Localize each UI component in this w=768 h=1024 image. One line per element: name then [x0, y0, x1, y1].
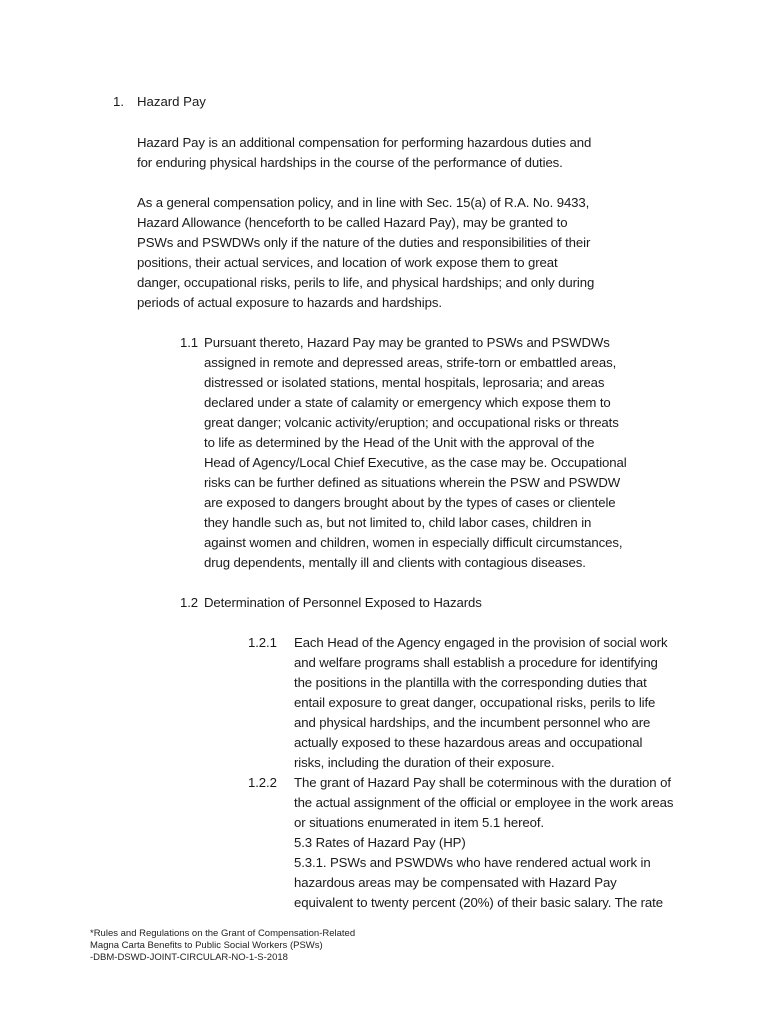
- paragraph-line: Hazard Pay is an additional compensation for performing hazardous duties and: [137, 135, 592, 150]
- item-line: and physical hardships, and the incumbent personnel who are: [294, 715, 651, 730]
- item-line: against women and children, women in especially difficult circumstances,: [204, 535, 623, 550]
- item-line: equivalent to twenty percent (20%) of their basic salary. The rate: [294, 895, 663, 910]
- paragraph-line: danger, occupational risks, perils to life, and physical hardships; and only during: [137, 275, 595, 290]
- paragraph-line: periods of actual exposure to hazards and hardships.: [137, 295, 442, 310]
- item-line: great danger; volcanic activity/eruption; and occupational risks or threats: [204, 415, 619, 430]
- footer-line: *Rules and Regulations on the Grant of Compensation-Related: [90, 928, 356, 939]
- item-line: actually exposed to these hazardous areas and occupational: [294, 735, 643, 750]
- item-line: the actual assignment of the official or employee in the work areas: [294, 795, 674, 810]
- footer-line: Magna Carta Benefits to Public Social Workers (PSWs): [90, 940, 323, 951]
- item-line: are exposed to dangers brought about by the types of cases or clientele: [204, 495, 616, 510]
- paragraph-line: for enduring physical hardships in the course of the performance of duties.: [137, 155, 563, 170]
- item-line: risks can be further defined as situations wherein the PSW and PSWDW: [204, 475, 621, 490]
- item-line: Each Head of the Agency engaged in the provision of social work: [294, 635, 668, 650]
- item-line: Head of Agency/Local Chief Executive, as the case may be. Occupational: [204, 455, 627, 470]
- item-number: 1.2: [180, 595, 199, 610]
- paragraph-line: PSWs and PSWDWs only if the nature of the duties and responsibilities of their: [137, 235, 591, 250]
- item-number: 1.2.2: [248, 775, 277, 790]
- item-line: risks, including the duration of their exposure.: [294, 755, 555, 770]
- item-line: they handle such as, but not limited to, child labor cases, children in: [204, 515, 592, 530]
- item-line: assigned in remote and depressed areas, strife-torn or embattled areas,: [204, 355, 617, 370]
- item-line: 5.3 Rates of Hazard Pay (HP): [294, 835, 466, 850]
- section-title: Hazard Pay: [137, 94, 206, 109]
- item-number: 1.1: [180, 335, 199, 350]
- item-line: distressed or isolated stations, mental hospitals, leprosaria; and areas: [204, 375, 605, 390]
- item-line: to life as determined by the Head of the Unit with the approval of the: [204, 435, 595, 450]
- item-line: or situations enumerated in item 5.1 hereof.: [294, 815, 544, 830]
- item-number: 1.2.1: [248, 635, 277, 650]
- item-line: Pursuant thereto, Hazard Pay may be granted to PSWs and PSWDWs: [204, 335, 610, 350]
- item-line: drug dependents, mentally ill and clients with contagious diseases.: [204, 555, 586, 570]
- item-line: hazardous areas may be compensated with Hazard Pay: [294, 875, 617, 890]
- item-line: The grant of Hazard Pay shall be coterminous with the duration of: [294, 775, 671, 790]
- item-title: Determination of Personnel Exposed to Hazards: [204, 595, 482, 610]
- paragraph-line: As a general compensation policy, and in line with Sec. 15(a) of R.A. No. 9433,: [137, 195, 590, 210]
- item-line: declared under a state of calamity or emergency which expose them to: [204, 395, 611, 410]
- item-line: and welfare programs shall establish a procedure for identifying: [294, 655, 658, 670]
- item-line: entail exposure to great danger, occupational risks, perils to life: [294, 695, 656, 710]
- section-number: 1.: [113, 94, 124, 109]
- paragraph-line: positions, their actual services, and location of work expose them to great: [137, 255, 558, 270]
- item-line: 5.3.1. PSWs and PSWDWs who have rendered actual work in: [294, 855, 651, 870]
- paragraph-line: Hazard Allowance (henceforth to be called Hazard Pay), may be granted to: [137, 215, 568, 230]
- item-line: the positions in the plantilla with the corresponding duties that: [294, 675, 647, 690]
- footer-line: -DBM-DSWD-JOINT-CIRCULAR-NO-1-S-2018: [90, 952, 288, 963]
